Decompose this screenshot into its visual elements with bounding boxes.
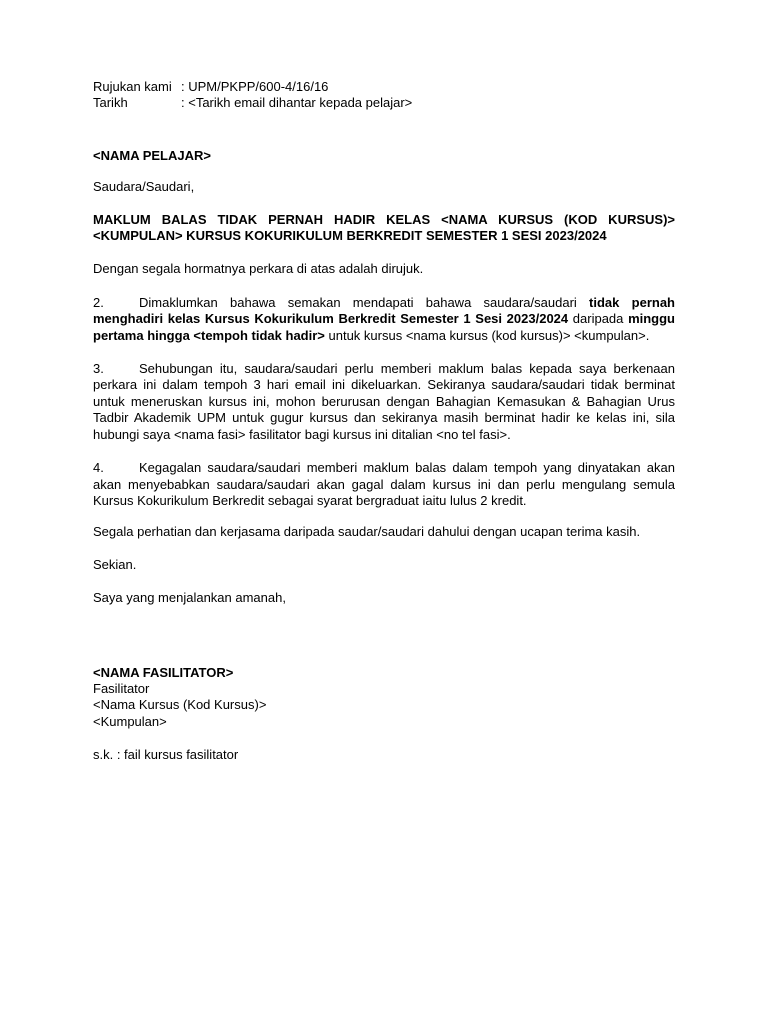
signatory-course: <Nama Kursus (Kod Kursus)> bbox=[93, 697, 267, 713]
cc-line: s.k. : fail kursus fasilitator bbox=[93, 747, 239, 763]
opening-line: Dengan segala hormatnya perkara di atas adalah dirujuk. bbox=[93, 261, 424, 277]
reference-value: : UPM/PKPP/600-4/16/16 bbox=[181, 79, 329, 94]
paragraph-3-text: Sehubungan itu, saudara/saudari perlu memberi maklum balas kepada saya berkenaan perkara ini dalam tempoh 3 hari email ini dikeluarkan. Sekiranya saudara/saudari tidak berminat untuk meneruskan kursus ini, mohon berurusan dengan Bahagian Kemasukan & Bahagian Urus Tadbir Akademik UPM untuk gugur kursus dan sekiranya masih berminat hadir ke kelas ini, sila hubungi saya <nama fasi> fasilitator bagi kursus ini ditalian <no tel fasi>. bbox=[93, 361, 675, 442]
paragraph-2-number: 2. bbox=[93, 294, 104, 310]
recipient-name-text: <NAMA PELAJAR> bbox=[93, 147, 211, 163]
paragraph-2 bbox=[93, 295, 675, 344]
subject-text: MAKLUM BALAS TIDAK PERNAH HADIR KELAS <NAMA KURSUS (KOD KURSUS)> <KUMPULAN> KURSUS KOKURIKULUM BERKREDIT SEMESTER 1 SESI 2023/2024 bbox=[93, 211, 675, 244]
date-label: Tarikh bbox=[93, 95, 128, 111]
subject-line bbox=[93, 212, 675, 245]
salutation: Saudara/Saudari, bbox=[93, 179, 195, 195]
reference-block bbox=[93, 79, 675, 112]
paragraph-3-number: 3. bbox=[93, 361, 104, 377]
paragraph-2-text-3: untuk kursus <nama kursus (kod kursus)> <kumpulan>. bbox=[324, 327, 650, 343]
paragraph-2-bold-1: tidak pernah menghadiri kelas Kursus Kokurikulum Berkredit Semester 1 Sesi 2023/2024 bbox=[93, 294, 675, 327]
closing-line: Sekian. bbox=[93, 556, 137, 572]
date-value: : <Tarikh email dihantar kepada pelajar> bbox=[181, 95, 413, 111]
thanks-line: Segala perhatian dan kerjasama daripada saudar/saudari dahului dengan ucapan terima kasih. bbox=[93, 524, 641, 540]
signoff-line: Saya yang menjalankan amanah, bbox=[93, 590, 286, 606]
paragraph-4 bbox=[93, 460, 675, 509]
recipient-name bbox=[93, 148, 675, 164]
reference-label: Rujukan kami bbox=[93, 79, 172, 94]
signatory-name: <NAMA FASILITATOR> bbox=[93, 664, 234, 680]
signatory-group: <Kumpulan> bbox=[93, 713, 167, 729]
paragraph-2-text-2: daripada bbox=[568, 311, 629, 327]
paragraph-4-text: Kegagalan saudara/saudari memberi maklum balas dalam tempoh yang dinyatakan akan akan menyebabkan saudara/saudari akan gagal dalam kursus ini dan perlu mengulang semula Kursus Kokurikulum Berkredit sebagai syarat bergraduat iaitu lulus 2 kredit. bbox=[93, 460, 675, 508]
paragraph-2-bold-2: minggu pertama hingga <tempoh tidak hadir> bbox=[93, 311, 675, 343]
reference-row bbox=[93, 79, 675, 95]
paragraph-4-number: 4. bbox=[93, 460, 104, 476]
paragraph-2-text-1: Dimaklumkan bahawa semakan mendapati bahawa saudara/saudari bbox=[139, 294, 590, 310]
signatory-block bbox=[93, 665, 675, 731]
paragraph-3 bbox=[93, 361, 675, 443]
signatory-role: Fasilitator bbox=[93, 680, 150, 696]
date-row bbox=[93, 95, 675, 111]
